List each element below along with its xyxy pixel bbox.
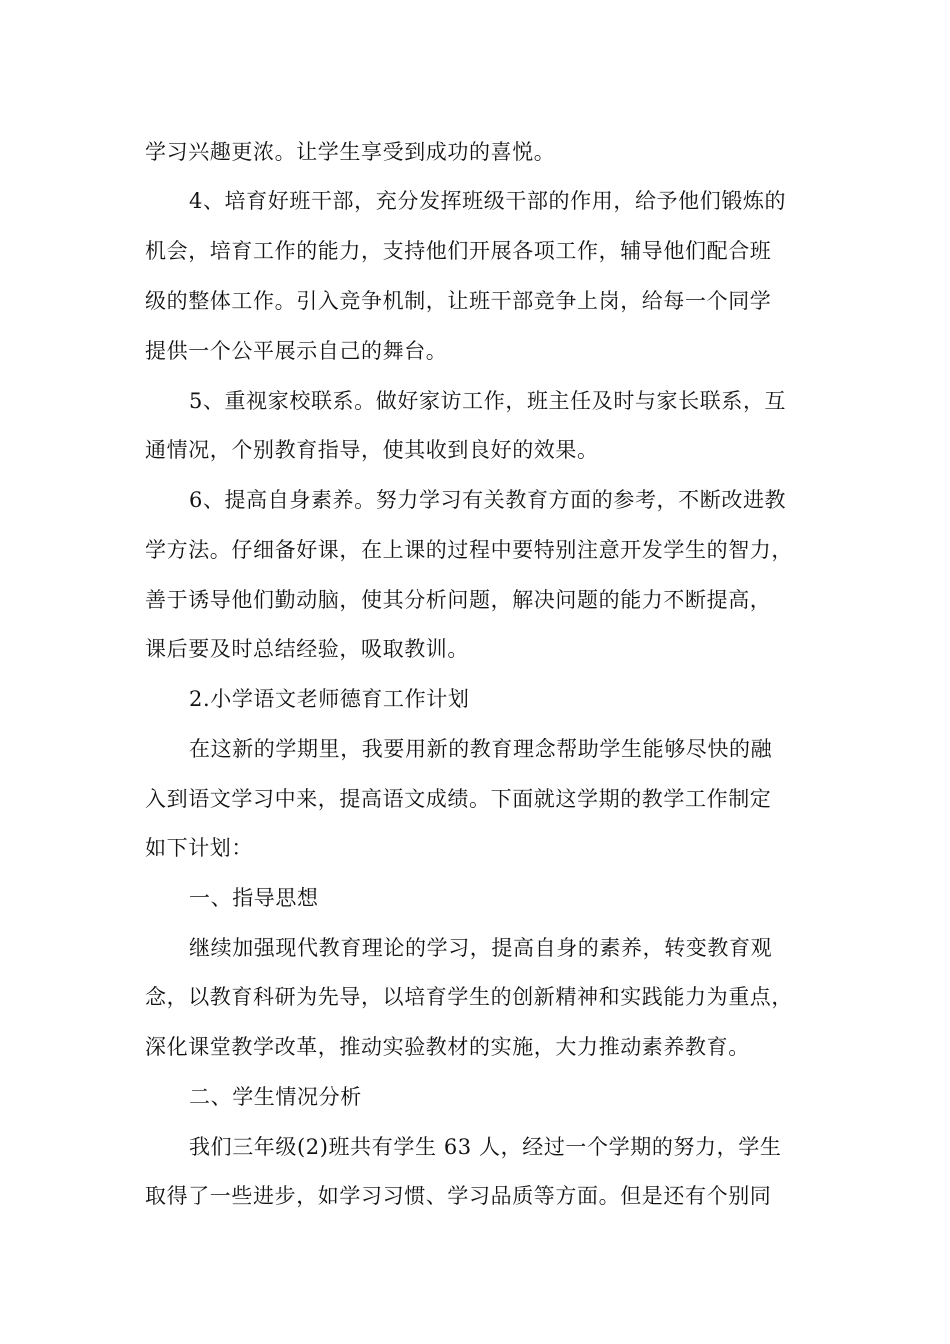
text-line: 继续加强现代教育理论的学习，提高自身的素养，转变教育观 (189, 936, 773, 960)
text-line: 4、培育好班干部，充分发挥班级干部的作用，给予他们锻炼的 (189, 189, 787, 213)
text-line: 机会，培育工作的能力，支持他们开展各项工作，辅导他们配合班 (145, 239, 772, 263)
text-line: 提供一个公平展示自己的舞台。 (145, 339, 448, 363)
text-line: 学方法。仔细备好课，在上课的过程中要特别注意开发学生的智力， (145, 538, 793, 562)
section-heading: 一、指导思想 (189, 886, 319, 910)
text-line: 课后要及时总结经验，吸取教训。 (145, 637, 469, 661)
text-line: 我们三年级(2)班共有学生 63 人，经过一个学期的努力，学生 (189, 1135, 782, 1159)
text-line: 善于诱导他们勤动脑，使其分析问题，解决问题的能力不断提高， (145, 588, 772, 612)
text-line: 级的整体工作。引入竞争机制，让班干部竞争上岗，给每一个同学 (145, 289, 772, 313)
text-line: 6、提高自身素养。努力学习有关教育方面的参考，不断改进教 (189, 488, 787, 512)
text-line: 深化课堂教学改革，推动实验教材的实施，大力推动素养教育。 (145, 1035, 750, 1059)
text-line: 取得了一些进步，如学习习惯、学习品质等方面。但是还有个别同 (145, 1184, 772, 1208)
section-heading: 2.小学语文老师德育工作计划 (189, 687, 470, 711)
text-line: 入到语文学习中来，提高语文成绩。下面就这学期的教学工作制定 (145, 787, 772, 811)
text-line: 学习兴趣更浓。让学生享受到成功的喜悦。 (145, 140, 556, 164)
text-line: 念，以教育科研为先导，以培育学生的创新精神和实践能力为重点， (145, 985, 793, 1009)
text-line: 5、重视家校联系。做好家访工作，班主任及时与家长联系，互 (189, 389, 787, 413)
section-heading: 二、学生情况分析 (189, 1085, 362, 1109)
text-line: 通情况，个别教育指导，使其收到良好的效果。 (145, 438, 599, 462)
text-line: 如下计划： (145, 836, 253, 860)
text-line: 在这新的学期里，我要用新的教育理念帮助学生能够尽快的融 (189, 737, 773, 761)
